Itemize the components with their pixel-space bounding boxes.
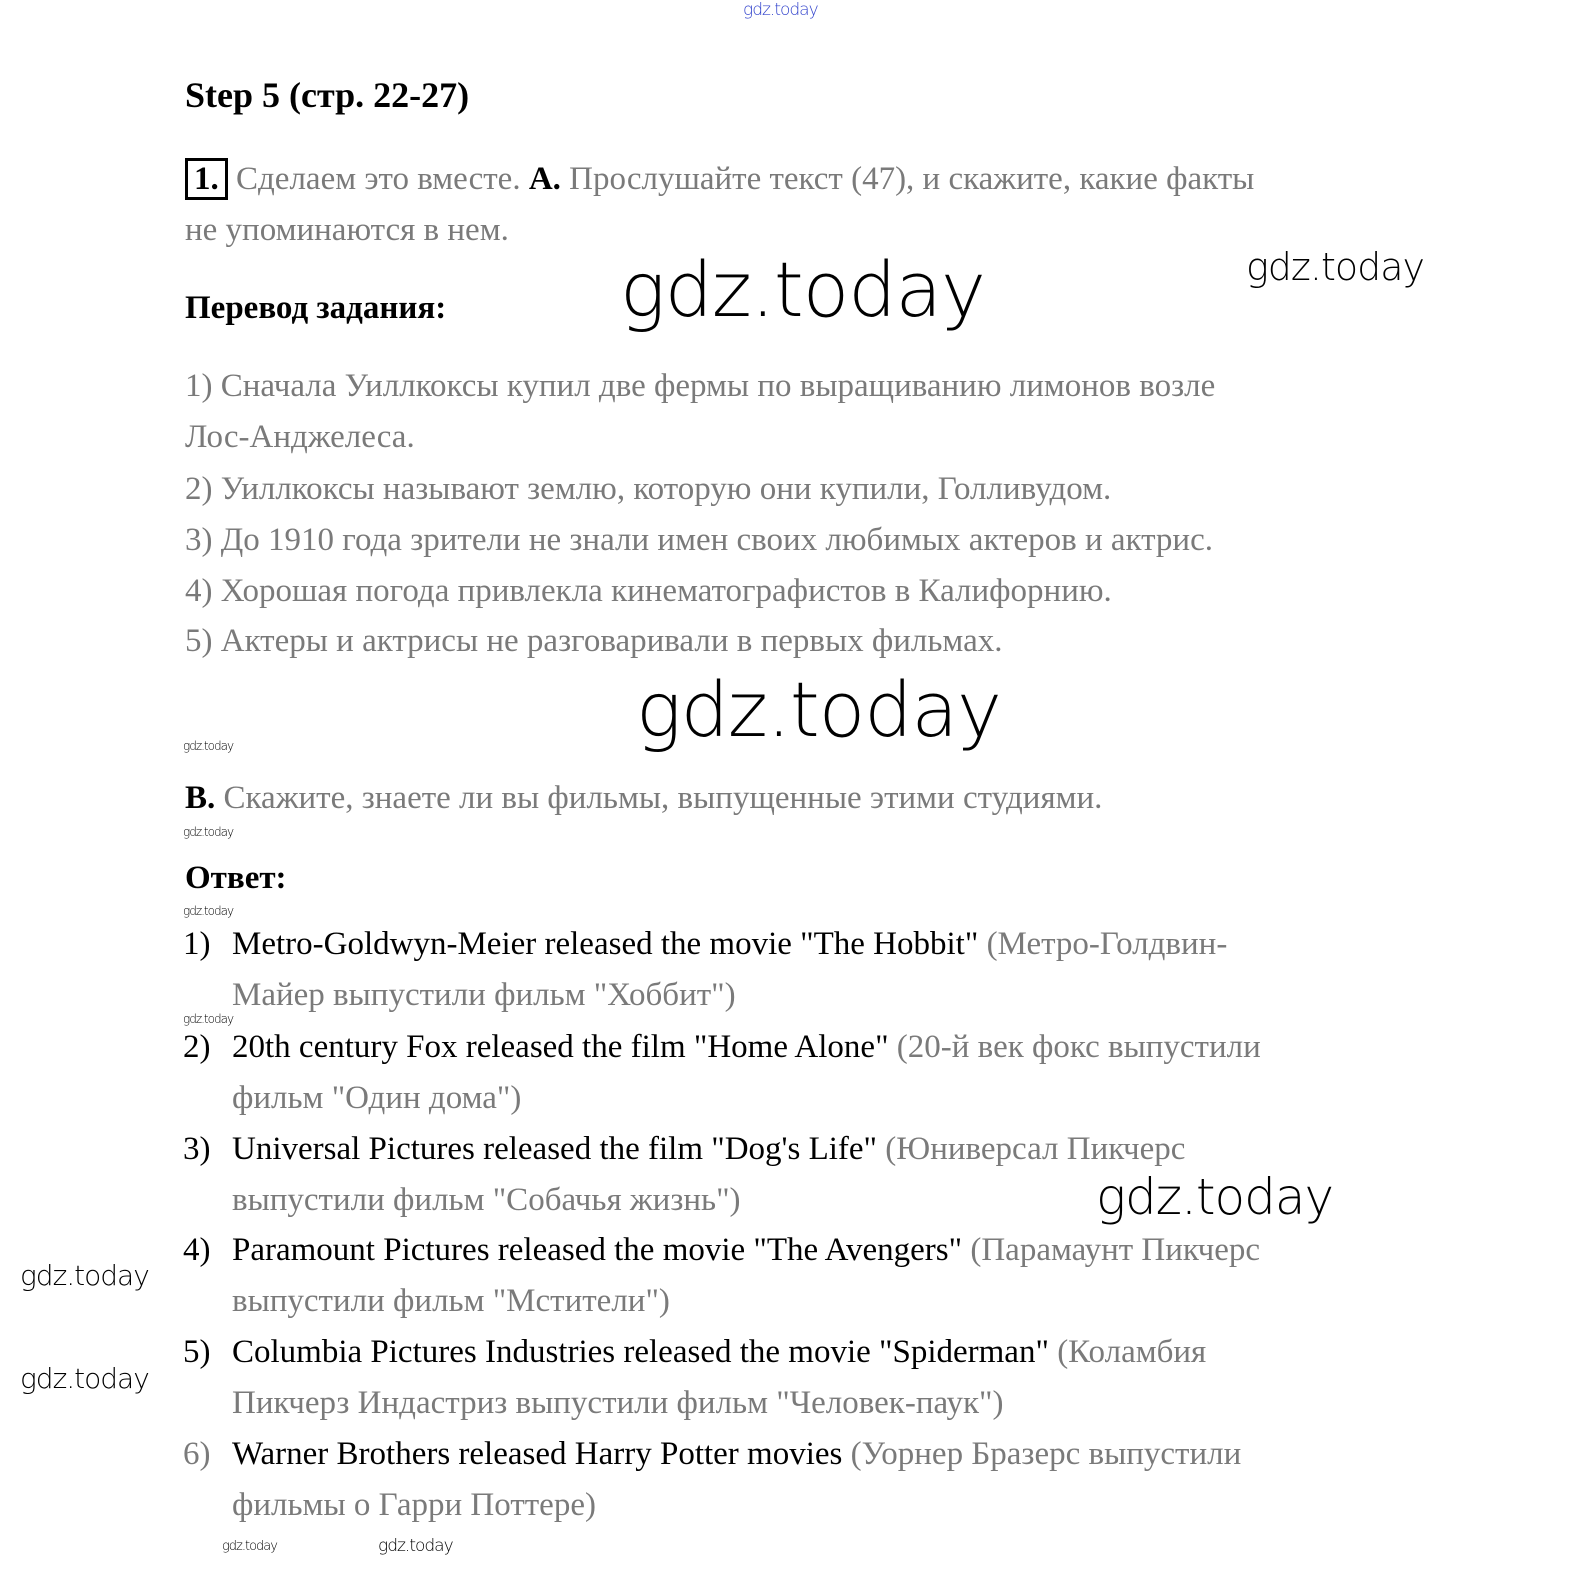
watermark-top: gdz.today	[743, 0, 818, 20]
answer-russian-continued: Пикчерз Индастриз выпустили фильм "Человек-паук")	[232, 1385, 1004, 1421]
answer-english: Metro-Goldwyn-Meier released the movie "The Hobbit"	[232, 926, 979, 962]
answer-english: Paramount Pictures released the movie "The Avengers"	[232, 1232, 963, 1268]
answer-russian-continued: выпустили фильм "Мстители")	[232, 1283, 670, 1319]
answer-number: 2)	[183, 1029, 211, 1065]
answer-item	[232, 924, 1227, 964]
answer-number: 3)	[183, 1131, 211, 1167]
answer-english: Columbia Pictures Industries released the movie "Spiderman"	[232, 1334, 1049, 1370]
part-a-text: Прослушайте текст (47), и скажите, какие факты	[569, 161, 1255, 197]
answer-russian: (Юниверсал Пикчерс	[877, 1131, 1186, 1167]
answer-item	[232, 1027, 1261, 1067]
answer-item	[232, 1434, 1241, 1474]
translation-item: 2) Уиллкоксы называют землю, которую они купили, Голливудом.	[185, 471, 1112, 507]
watermark: gdz.today	[20, 1259, 149, 1292]
task-1-instruction	[185, 158, 1254, 200]
task-intro: Сделаем это вместе.	[236, 161, 521, 197]
answer-russian-continued: фильм "Один дома")	[232, 1080, 522, 1116]
answer-number: 5)	[183, 1334, 211, 1370]
answer-russian: (Коламбия	[1048, 1334, 1207, 1370]
watermark: gdz.today	[183, 904, 234, 918]
answer-russian: (Парамаунт Пикчерс	[962, 1232, 1261, 1268]
answer-russian-continued: Майер выпустили фильм "Хоббит")	[232, 977, 736, 1013]
translation-item: 4) Хорошая погода привлекла кинематографистов в Калифорнию.	[185, 573, 1112, 609]
answer-russian-continued: фильмы о Гарри Поттере)	[232, 1487, 596, 1523]
watermark: gdz.today	[636, 665, 1001, 754]
part-b-instruction	[185, 778, 1102, 818]
translation-item: Лос-Анджелеса.	[185, 419, 415, 455]
answer-number: 6)	[183, 1436, 211, 1472]
answer-item	[232, 1230, 1260, 1270]
translation-heading: Перевод задания:	[185, 290, 447, 326]
part-b-text: Скажите, знаете ли вы фильмы, выпущенные этими студиями.	[223, 780, 1103, 816]
watermark: gdz.today	[183, 825, 234, 839]
answer-number: 4)	[183, 1232, 211, 1268]
answer-russian: (20-й век фокс выпустили	[888, 1029, 1261, 1065]
part-a-text-continued: не упоминаются в нем.	[185, 212, 509, 248]
answer-english: Universal Pictures released the film "Dog's Life"	[232, 1131, 878, 1167]
watermark: gdz.today	[183, 1012, 234, 1026]
page-title: Step 5 (стр. 22-27)	[185, 75, 470, 115]
answer-number: 1)	[183, 926, 211, 962]
answer-item	[232, 1129, 1185, 1169]
translation-item: 3) До 1910 года зрители не знали имен своих любимых актеров и актрис.	[185, 522, 1213, 558]
answer-item	[232, 1332, 1206, 1372]
answer-heading: Ответ:	[185, 860, 287, 896]
watermark: gdz.today	[620, 245, 985, 334]
translation-item: 5) Актеры и актрисы не разговаривали в первых фильмах.	[185, 623, 1003, 659]
task-number: 1.	[185, 158, 228, 200]
part-a-label: A.	[528, 161, 561, 197]
watermark: gdz.today	[1096, 1168, 1334, 1226]
watermark: gdz.today	[183, 739, 234, 753]
watermark: gdz.today	[378, 1536, 453, 1556]
watermark: gdz.today	[222, 1539, 277, 1554]
answer-russian: (Уорнер Бразерс выпустили	[842, 1436, 1242, 1472]
translation-item: 1) Сначала Уиллкоксы купил две фермы по выращиванию лимонов возле	[185, 368, 1216, 404]
answer-english: 20th century Fox released the film "Home Alone"	[232, 1029, 889, 1065]
watermark: gdz.today	[1246, 245, 1424, 289]
watermark: gdz.today	[20, 1362, 149, 1395]
answer-russian: (Метро-Голдвин-	[978, 926, 1228, 962]
part-b-label: B.	[185, 780, 216, 816]
answer-russian-continued: выпустили фильм "Собачья жизнь")	[232, 1182, 741, 1218]
answer-english: Warner Brothers released Harry Potter movies	[232, 1436, 843, 1472]
